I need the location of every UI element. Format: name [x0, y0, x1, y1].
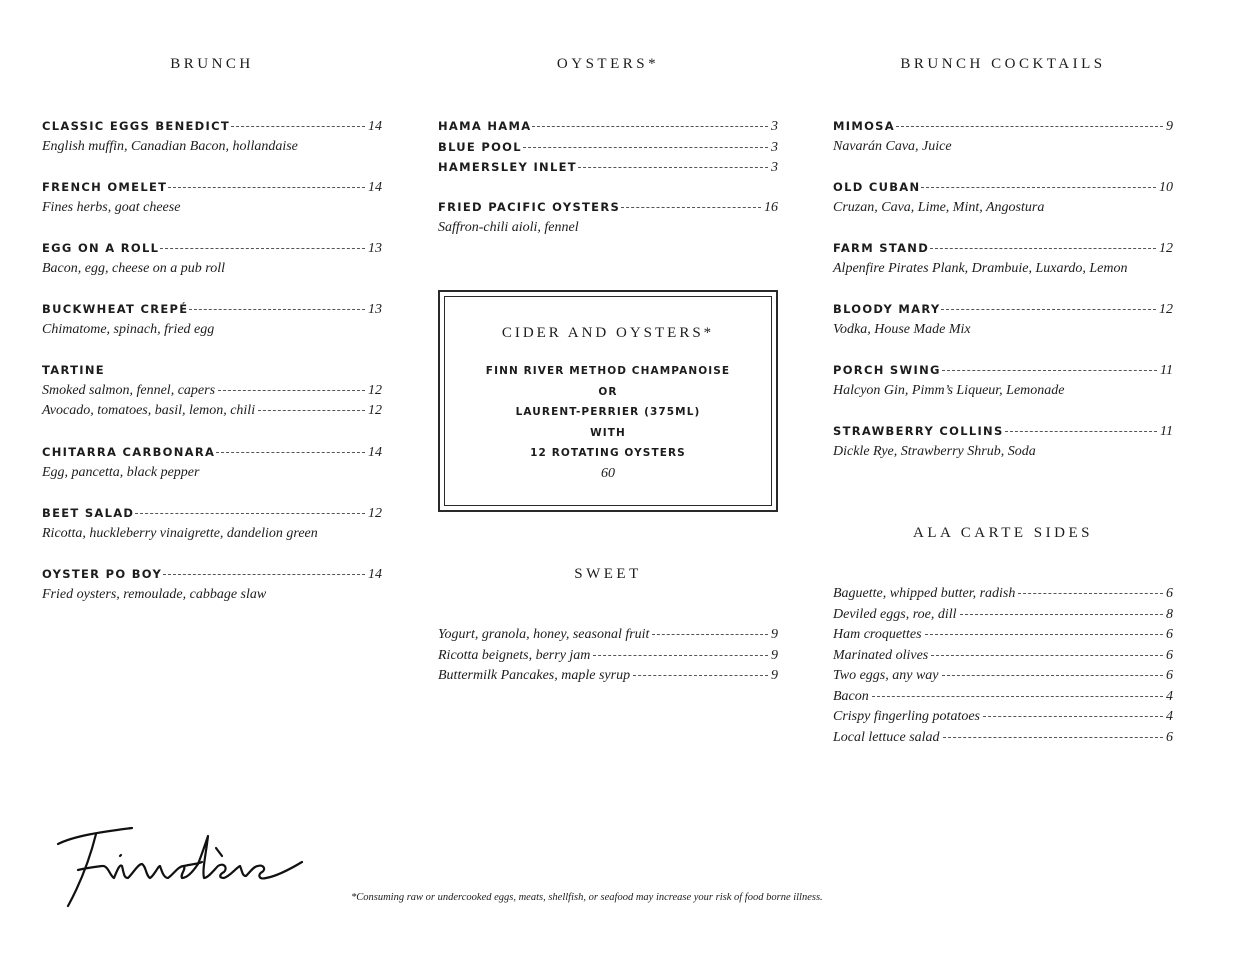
- cider-line: WITH: [590, 426, 626, 439]
- option-price: 12: [368, 403, 382, 418]
- item-price: 4: [1166, 688, 1173, 704]
- item-description: Buttermilk Pancakes, maple syrup: [438, 668, 631, 683]
- item-description: Ricotta beignets, berry jam: [438, 647, 591, 663]
- oyster-list: [438, 116, 778, 178]
- menu-item: [42, 116, 382, 157]
- item-name: TARTINE: [42, 363, 105, 377]
- side-item: [833, 728, 1173, 749]
- dotted-leader: [942, 675, 1163, 676]
- item-name: HAMA HAMA: [438, 119, 532, 133]
- menu-item: [438, 197, 778, 238]
- item-price: 8: [1166, 606, 1173, 622]
- cider-line: 12 ROTATING OYSTERS: [530, 447, 686, 459]
- menu-item: [42, 177, 382, 218]
- item-price: 11: [1160, 424, 1173, 439]
- sweet-item: [438, 646, 778, 667]
- item-price: 12: [1159, 302, 1173, 317]
- side-item: [833, 625, 1173, 646]
- cocktail-item: [833, 421, 1173, 462]
- finistere-logo: [52, 818, 308, 918]
- item-name: OYSTER PO BOY: [42, 567, 163, 581]
- cocktail-item: [833, 116, 1173, 157]
- item-price: 9: [771, 647, 778, 663]
- sweet-list: [438, 625, 778, 687]
- dotted-leader: [925, 634, 1163, 635]
- oysters-heading: OYSTERS*: [556, 56, 660, 72]
- item-price: 11: [1160, 363, 1173, 378]
- dotted-leader: [983, 716, 1163, 717]
- option-price: 12: [368, 382, 382, 398]
- cider-line: FINN RIVER METHOD CHAMPANOISE: [485, 365, 731, 377]
- item-description: Halcyon Gin, Pimm’s Liqueur, Lemonade: [833, 382, 1065, 398]
- item-price: 14: [368, 180, 382, 195]
- sweet-item: [438, 666, 778, 687]
- item-price: 6: [1166, 668, 1173, 683]
- item-name: OLD CUBAN: [833, 180, 921, 194]
- oyster-item: [438, 116, 778, 137]
- dotted-leader: [231, 126, 365, 127]
- item-description: Bacon: [833, 688, 869, 704]
- dotted-leader: [960, 614, 1163, 615]
- item-price: 10: [1159, 180, 1173, 195]
- item-price: 13: [368, 241, 382, 256]
- item-price: 14: [368, 445, 382, 460]
- dotted-leader: [168, 187, 365, 188]
- side-item: [833, 687, 1173, 708]
- item-name: CHITARRA CARBONARA: [42, 445, 216, 459]
- dotted-leader: [943, 737, 1163, 738]
- cocktail-item: [833, 238, 1173, 279]
- side-item: [833, 646, 1173, 667]
- dotted-leader: [523, 147, 768, 148]
- option-description: Avocado, tomatoes, basil, lemon, chili: [42, 403, 256, 418]
- menu-item: [42, 299, 382, 340]
- item-price: 16: [764, 200, 778, 215]
- item-name: FRIED PACIFIC OYSTERS: [438, 200, 621, 214]
- dotted-leader: [931, 655, 1163, 656]
- dotted-leader: [621, 207, 761, 208]
- dotted-leader: [1018, 593, 1163, 594]
- item-description: Local lettuce salad: [833, 729, 940, 745]
- option-description: Smoked salmon, fennel, capers: [42, 382, 216, 398]
- dotted-leader: [872, 696, 1163, 697]
- menu-item: [42, 238, 382, 279]
- dotted-leader: [941, 309, 1156, 310]
- cider-line: LAURENT-PERRIER (375ML): [515, 406, 701, 418]
- item-price: 6: [1166, 647, 1173, 663]
- dotted-leader: [930, 248, 1156, 249]
- item-description: Two eggs, any way: [833, 668, 939, 683]
- menu-item: [42, 503, 382, 544]
- cocktail-item: [833, 299, 1173, 340]
- item-name: BEET SALAD: [42, 506, 135, 520]
- item-price: 9: [771, 668, 778, 683]
- item-description: Alpenfire Pirates Plank, Drambuie, Luxardo, Lemon: [833, 260, 1128, 276]
- item-price: 6: [1166, 729, 1173, 745]
- item-name: BUCKWHEAT CREPÉ: [42, 302, 189, 316]
- item-price: 14: [368, 119, 382, 134]
- dotted-leader: [921, 187, 1156, 188]
- item-description: Fines herbs, goat cheese: [42, 199, 181, 215]
- item-price: 13: [368, 302, 382, 317]
- item-price: 4: [1166, 709, 1173, 724]
- item-price: 14: [368, 567, 382, 582]
- item-price: 9: [771, 627, 778, 642]
- item-description: Cruzan, Cava, Lime, Mint, Angostura: [833, 199, 1045, 215]
- cider-box-inner-frame: [444, 296, 772, 506]
- item-price: 12: [1159, 241, 1173, 256]
- dotted-leader: [633, 675, 768, 676]
- item-description: Crispy fingerling potatoes: [833, 709, 980, 724]
- item-price: 3: [771, 119, 778, 134]
- item-name: FARM STAND: [833, 241, 930, 255]
- item-price: 3: [771, 139, 778, 155]
- item-description: Bacon, egg, cheese on a pub roll: [42, 260, 225, 276]
- item-name: PORCH SWING: [833, 363, 941, 377]
- item-description: Navarán Cava, Juice: [833, 138, 952, 154]
- item-description: Yogurt, granola, honey, seasonal fruit: [438, 627, 650, 642]
- brunch-heading: BRUNCH: [170, 56, 254, 72]
- dotted-leader: [258, 410, 365, 411]
- item-name: CLASSIC EGGS BENEDICT: [42, 119, 230, 133]
- item-price: 6: [1166, 627, 1173, 642]
- dotted-leader: [218, 390, 365, 391]
- side-item: [833, 605, 1173, 626]
- cider-title: CIDER AND OYSTERS*: [501, 325, 715, 341]
- item-name: BLOODY MARY: [833, 302, 941, 316]
- dotted-leader: [532, 126, 768, 127]
- dotted-leader: [135, 513, 365, 514]
- item-name: FRENCH OMELET: [42, 180, 168, 194]
- dotted-leader: [652, 634, 768, 635]
- item-description: Ricotta, huckleberry vinaigrette, dandelion green: [42, 525, 318, 541]
- dotted-leader: [942, 370, 1157, 371]
- item-price: 3: [771, 160, 778, 175]
- sides-list: [833, 584, 1173, 748]
- dotted-leader: [1005, 431, 1157, 432]
- side-item: [833, 666, 1173, 687]
- item-price: 6: [1166, 586, 1173, 601]
- dotted-leader: [163, 574, 365, 575]
- item-description: Fried oysters, remoulade, cabbage slaw: [42, 586, 267, 602]
- item-description: Dickle Rye, Strawberry Shrub, Soda: [833, 443, 1036, 459]
- item-description: Ham croquettes: [833, 627, 922, 642]
- item-name: MIMOSA: [833, 119, 895, 133]
- item-description: Baguette, whipped butter, radish: [833, 586, 1016, 601]
- oyster-item: [438, 157, 778, 178]
- item-price: 12: [368, 506, 382, 521]
- cider-line: OR: [598, 385, 618, 398]
- item-name: BLUE POOL: [438, 139, 522, 154]
- sides-heading: ALA CARTE SIDES: [913, 525, 1093, 541]
- dotted-leader: [216, 452, 365, 453]
- sweet-heading: SWEET: [574, 566, 642, 582]
- item-description: Deviled eggs, roe, dill: [833, 606, 957, 622]
- oyster-item: [438, 137, 778, 158]
- item-description: Marinated olives: [833, 647, 929, 663]
- item-description: English muffin, Canadian Bacon, hollandaise: [42, 138, 298, 154]
- dotted-leader: [593, 655, 768, 656]
- item-price: 9: [1166, 119, 1173, 134]
- food-safety-disclaimer: *Consuming raw or undercooked eggs, meats, shellfish, or seafood may increase your risk of food borne illness.: [351, 892, 823, 903]
- sweet-item: [438, 625, 778, 646]
- dotted-leader: [160, 248, 365, 249]
- cider-and-oysters-box: [438, 290, 778, 512]
- item-description: Saffron-chili aioli, fennel: [438, 219, 579, 235]
- cocktails-heading: BRUNCH COCKTAILS: [900, 56, 1106, 72]
- item-name: STRAWBERRY COLLINS: [833, 424, 1004, 438]
- dotted-leader: [189, 309, 365, 310]
- cocktail-item: [833, 360, 1173, 401]
- menu-item: [42, 564, 382, 605]
- dotted-leader: [896, 126, 1163, 127]
- item-name: HAMERSLEY INLET: [438, 160, 577, 174]
- side-item: [833, 584, 1173, 605]
- item-name: EGG ON A ROLL: [42, 241, 160, 255]
- menu-item-tartine: [42, 360, 382, 422]
- dotted-leader: [578, 167, 768, 168]
- cocktail-item: [833, 177, 1173, 218]
- item-description: Vodka, House Made Mix: [833, 321, 971, 337]
- item-description: Egg, pancetta, black pepper: [42, 464, 200, 480]
- cider-price: 60: [601, 465, 615, 481]
- menu-item: [42, 442, 382, 483]
- side-item: [833, 707, 1173, 728]
- item-description: Chimatome, spinach, fried egg: [42, 321, 215, 337]
